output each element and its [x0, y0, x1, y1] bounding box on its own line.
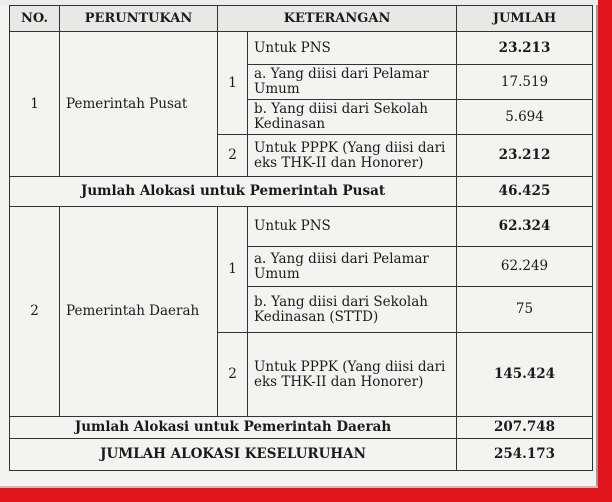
keterangan-cell: a. Yang diisi dari Pelamar Umum: [248, 65, 457, 100]
keterangan-cell: Untuk PNS: [248, 32, 457, 65]
top-edge: [0, 0, 612, 5]
keterangan-cell: Untuk PPPK (Yang diisi dari eks THK-II dan Honorer): [248, 135, 457, 177]
header-jumlah: JUMLAH: [457, 6, 593, 32]
subtotal-label: Jumlah Alokasi untuk Pemerintah Daerah: [10, 417, 457, 439]
red-border-right: [598, 0, 612, 502]
jumlah-cell: 145.424: [457, 333, 593, 417]
row-number: 2: [10, 207, 60, 417]
table-row: [10, 32, 593, 65]
header-keterangan: KETERANGAN: [218, 6, 457, 32]
peruntukan-cell: Pemerintah Daerah: [60, 207, 218, 417]
subtotal-row: [10, 417, 593, 439]
table-row: [10, 207, 593, 247]
keterangan-cell: Untuk PNS: [248, 207, 457, 247]
grand-total-value: 254.173: [457, 439, 593, 471]
keterangan-cell: Untuk PPPK (Yang diisi dari eks THK-II dan Honorer): [248, 333, 457, 417]
jumlah-cell: 23.213: [457, 32, 593, 65]
sub-number: 2: [218, 135, 248, 177]
keterangan-cell: b. Yang diisi dari Sekolah Kedinasan: [248, 100, 457, 135]
jumlah-cell: 17.519: [457, 65, 593, 100]
subtotal-value: 207.748: [457, 417, 593, 439]
grand-total-label: JUMLAH ALOKASI KESELURUHAN: [10, 439, 457, 471]
table-header-row: [10, 6, 593, 32]
subtotal-row: [10, 177, 593, 207]
jumlah-cell: 23.212: [457, 135, 593, 177]
keterangan-cell: b. Yang diisi dari Sekolah Kedinasan (STTD): [248, 287, 457, 333]
sub-number: 1: [218, 32, 248, 135]
jumlah-cell: 75: [457, 287, 593, 333]
subtotal-value: 46.425: [457, 177, 593, 207]
row-number: 1: [10, 32, 60, 177]
header-peruntukan: PERUNTUKAN: [60, 6, 218, 32]
jumlah-cell: 62.249: [457, 247, 593, 287]
header-no: NO.: [10, 6, 60, 32]
keterangan-cell: a. Yang diisi dari Pelamar Umum: [248, 247, 457, 287]
sub-number: 2: [218, 333, 248, 417]
red-border-bottom: [0, 488, 612, 502]
sub-number: 1: [218, 207, 248, 333]
peruntukan-cell: Pemerintah Pusat: [60, 32, 218, 177]
subtotal-label: Jumlah Alokasi untuk Pemerintah Pusat: [10, 177, 457, 207]
grand-total-row: [10, 439, 593, 471]
allocation-table: [9, 5, 593, 471]
jumlah-cell: 5.694: [457, 100, 593, 135]
jumlah-cell: 62.324: [457, 207, 593, 247]
